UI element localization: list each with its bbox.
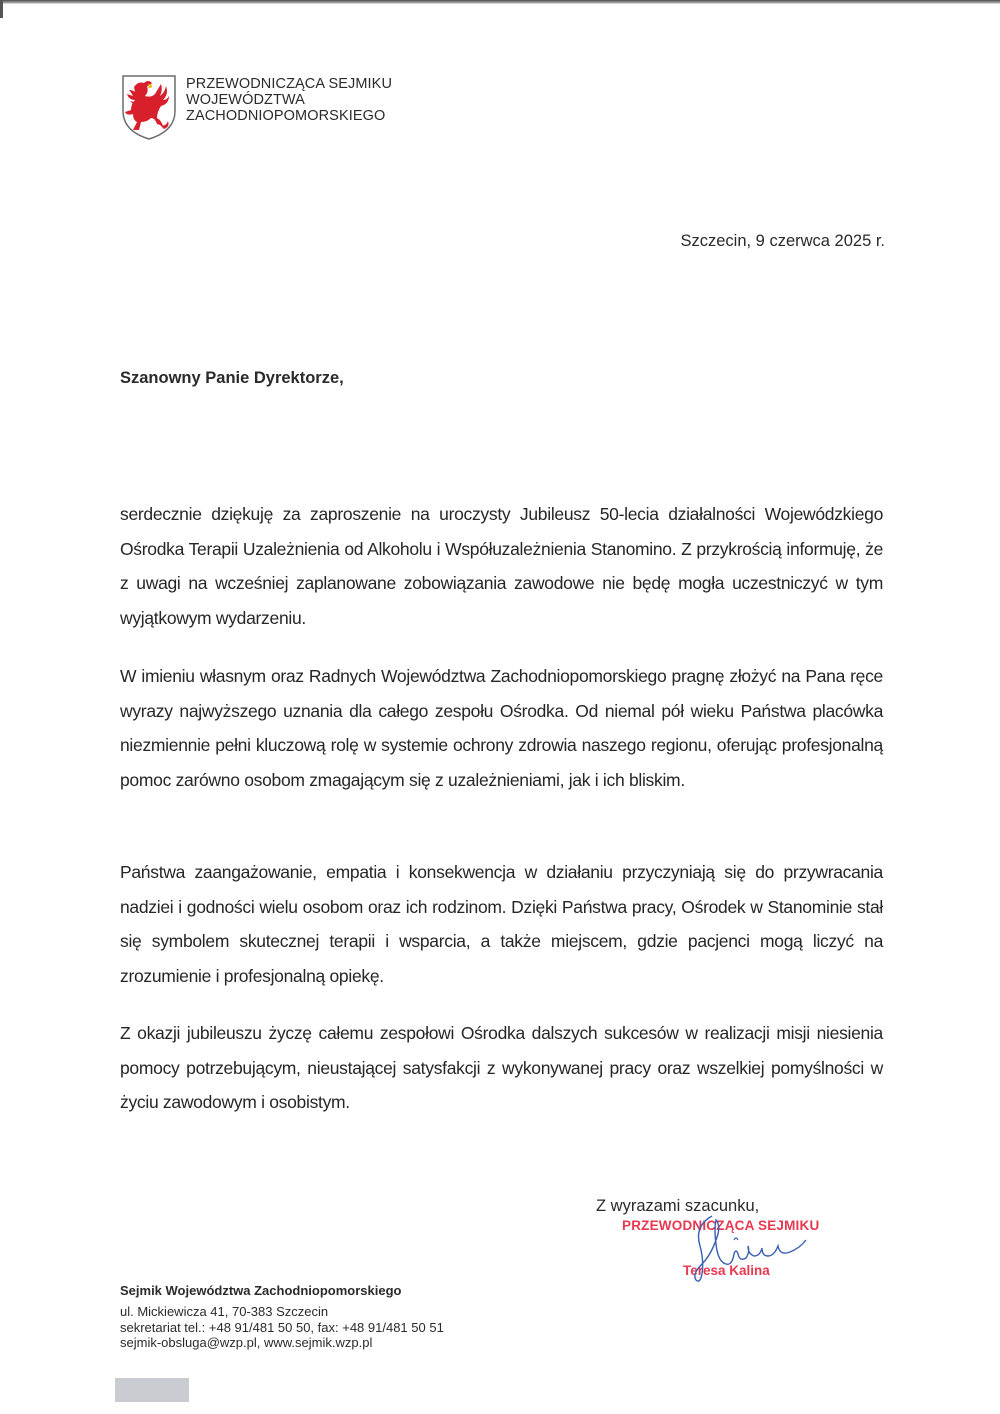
stamp-title: PRZEWODNICZĄCA SEJMIKU xyxy=(622,1218,820,1233)
paragraph-text: Z okazji jubileuszu życzę całemu zespołowi Ośrodka dalszych sukcesów w realizacji misji niesienia pomocy potrzebującym, nieustającej satysfakcji z wykonywanej pracy oraz wszelkiej pomyślności w życiu zawodowym i osobistym. xyxy=(120,1023,883,1112)
redaction-box xyxy=(115,1378,189,1402)
letter-date: Szczecin, 9 czerwca 2025 r. xyxy=(680,232,885,250)
salutation: Szanowny Panie Dyrektorze, xyxy=(120,369,344,387)
letterhead-line-3: ZACHODNIOPOMORSKIEGO xyxy=(186,108,386,124)
footer-address: ul. Mickiewicza 41, 70-383 Szczecin xyxy=(120,1304,329,1319)
stamp-name: Teresa Kalina xyxy=(683,1263,770,1278)
letterhead xyxy=(120,73,392,141)
letterhead-line-1: PRZEWODNICZĄCA SEJMIKU xyxy=(186,76,393,92)
letterhead-title xyxy=(186,76,392,124)
griffin-coat-of-arms-icon xyxy=(120,73,178,141)
footer-phone: sekretariat tel.: +48 91/481 50 50, fax: +48 91/481 50 51 xyxy=(120,1319,444,1335)
closing-phrase: Z wyrazami szacunku, xyxy=(596,1197,760,1215)
paragraph-text: serdecznie dziękuję za zaproszenie na uroczysty Jubileusz 50-lecia działalności Wojewódzkiego Ośrodka Terapii Uzależnienia od Alkoholu i Współuzależnienia Stanomino. Z przykrością informuję, że z uwagi na wcześniej zaplanowane zobowiązania zawodowe nie będę mogła uczestniczyć w tym wyjątkowym wydarzeniu. xyxy=(120,504,883,628)
scan-edge-top xyxy=(0,0,1000,4)
paragraph-2 xyxy=(120,659,883,797)
footer-org: Sejmik Województwa Zachodniopomorskiego xyxy=(120,1283,402,1298)
paragraph-1 xyxy=(120,497,883,635)
paragraph-4 xyxy=(120,1016,883,1120)
footer xyxy=(120,1283,444,1351)
scan-edge-left xyxy=(0,0,3,18)
paragraph-text: W imieniu własnym oraz Radnych Województwa Zachodniopomorskiego pragnę złożyć na Pana ręce wyrazy najwyższego uznania dla całego zespołu Ośrodka. Od niemal pół wieku Państwa placówka niezmiennie pełni kluczową rolę w systemie ochrony zdrowia naszego regionu, oferując profesjonalną pomoc zarówno osobom zmagającym się z uzależnieniami, jak i ich bliskim. xyxy=(120,666,883,790)
handwritten-signature-icon xyxy=(660,1212,830,1292)
paragraph-3 xyxy=(120,855,883,993)
paragraph-text: Państwa zaangażowanie, empatia i konsekwencja w działaniu przyczyniają się do przywracania nadziei i godności wielu osobom oraz ich rodzinom. Dzięki Państwa pracy, Ośrodek w Stanominie stał się symbolem skutecznej terapii i wsparcia, a także miejscem, gdzie pacjenci mogą liczyć na zrozumienie i profesjonalną opiekę. xyxy=(120,862,883,986)
footer-contact: sejmik-obsluga@wzp.pl, www.sejmik.wzp.pl xyxy=(120,1335,373,1350)
letterhead-line-2: WOJEWÓDZTWA xyxy=(186,92,305,108)
